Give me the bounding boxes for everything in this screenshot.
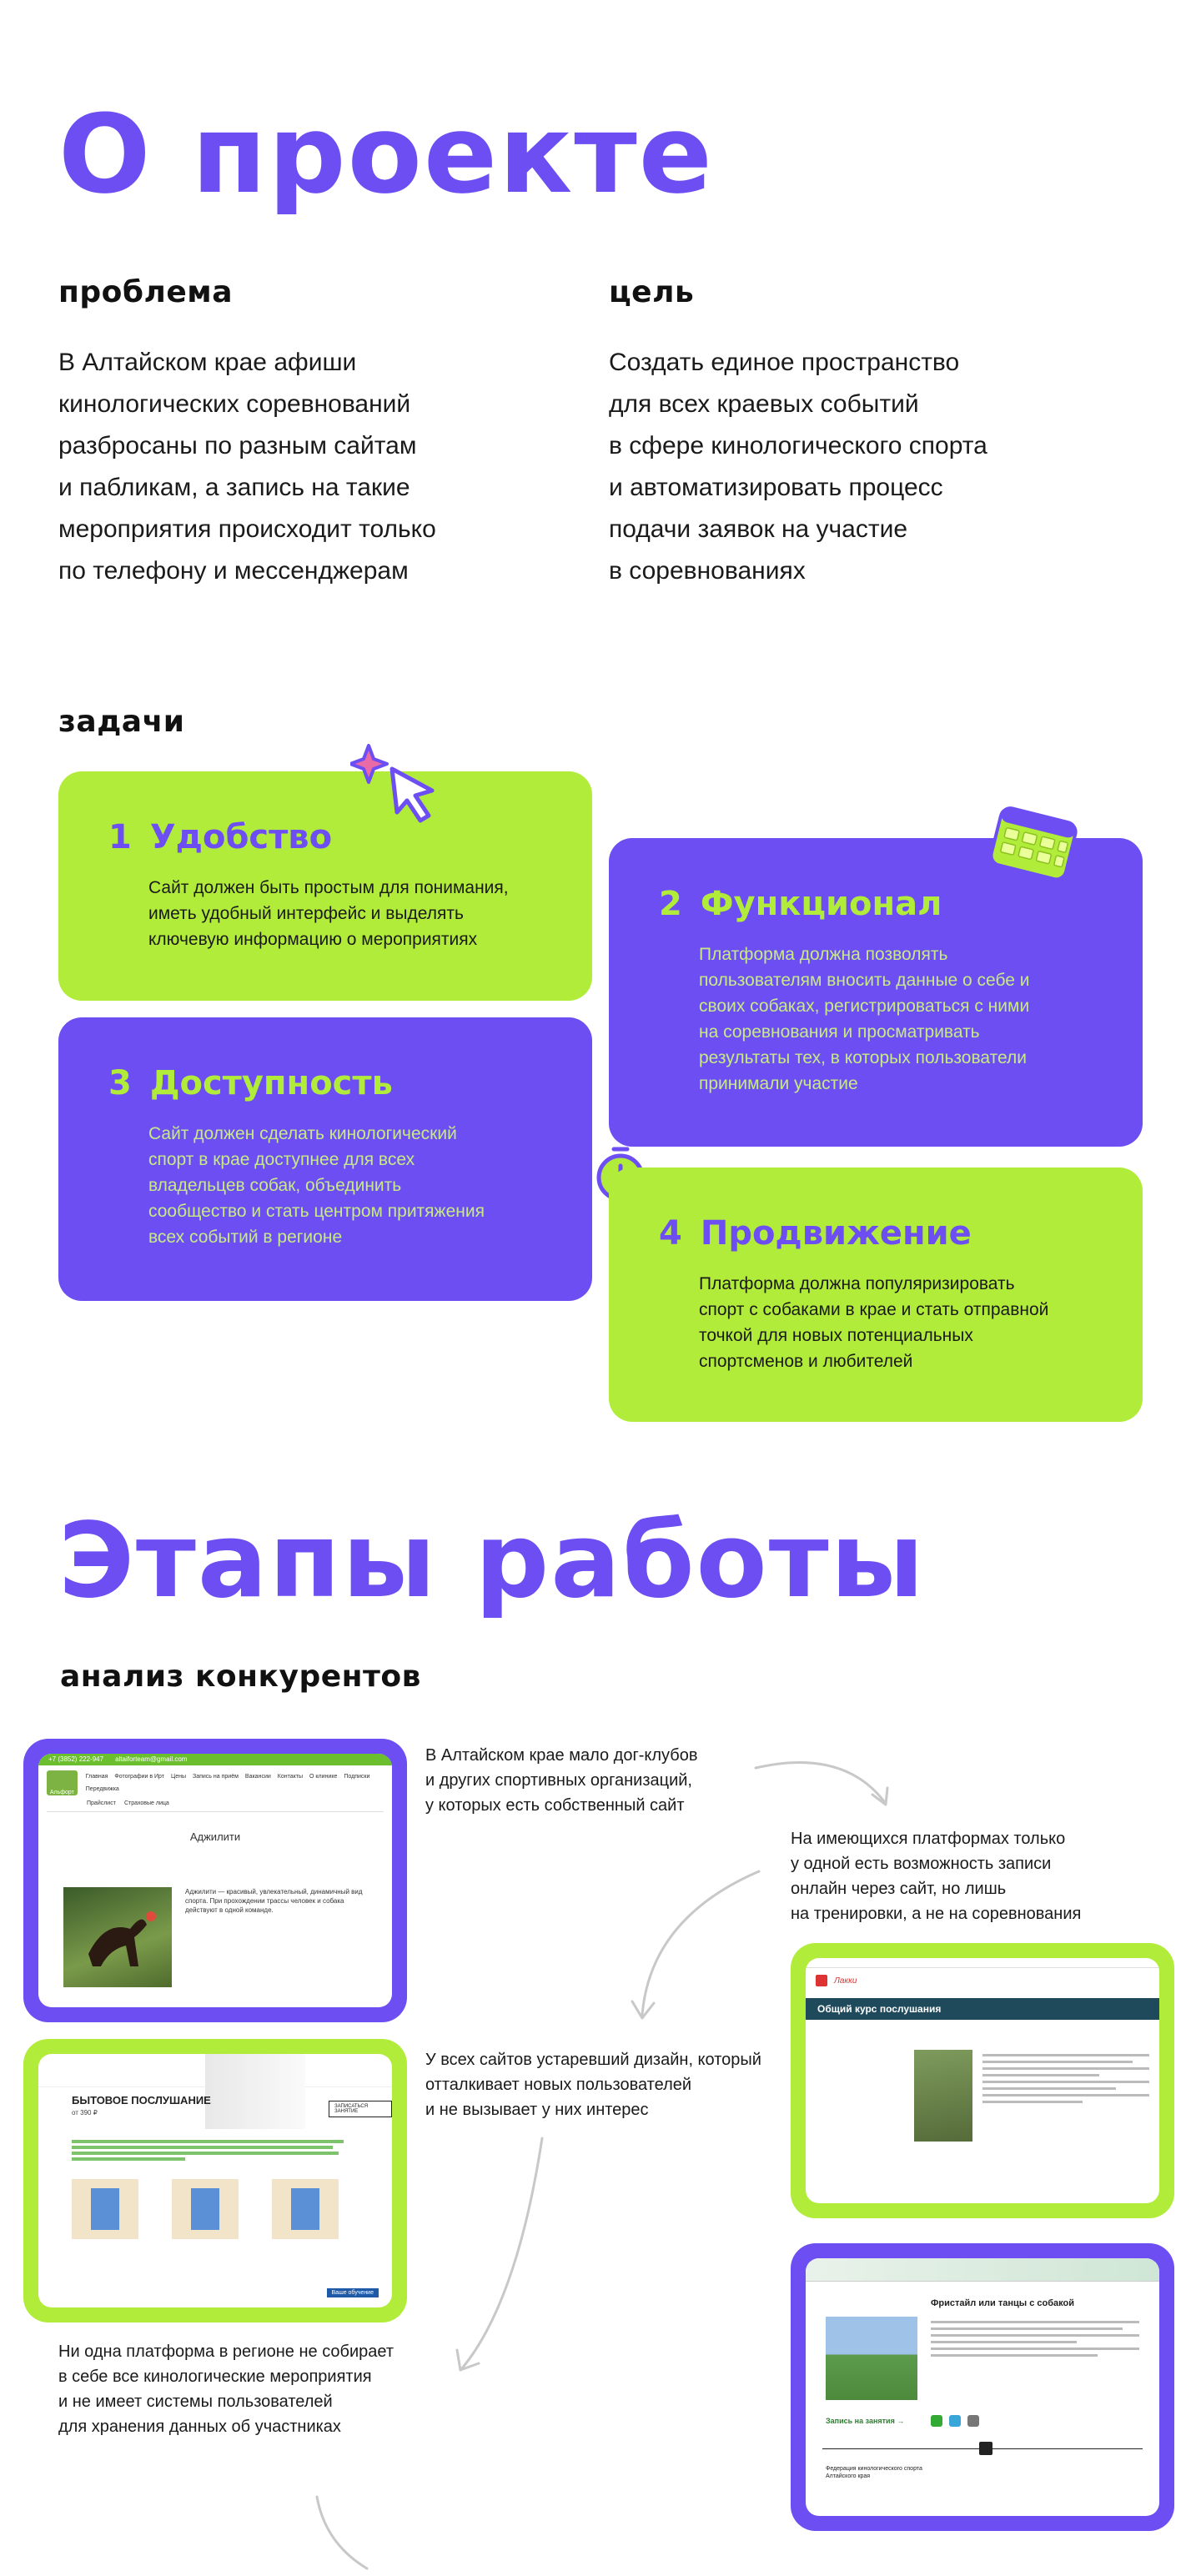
task-number: 4 <box>659 1214 682 1253</box>
site-nav-item: О клинике <box>309 1774 338 1780</box>
note-line: и не вызывает у них интерес <box>425 2101 649 2119</box>
product-image <box>172 2179 239 2239</box>
note-line: на тренировки, а не на соревнования <box>791 1905 1082 1923</box>
problem-line: кинологических соревнований <box>58 390 411 418</box>
site-nav-item: Запись на приём <box>192 1774 239 1780</box>
task-line: всех событий в регионе <box>148 1228 343 1247</box>
site-price: от 390 ₽ <box>72 2109 98 2117</box>
screenshot-page <box>806 1958 1159 2203</box>
problem-line: разбросаны по разным сайтам <box>58 432 417 459</box>
site-page-heading: Фристайл или танцы с собакой <box>931 2298 1074 2308</box>
task-number: 1 <box>108 818 132 856</box>
curved-arrow-icon <box>751 1751 901 1818</box>
site-footer-org: Федерация кинологического спорта Алтайского края <box>826 2466 922 2479</box>
problem-heading: проблема <box>58 275 234 309</box>
task-line: спорт в крае доступнее для всех <box>148 1150 415 1169</box>
goal-line: в соревнованиях <box>609 557 806 585</box>
task-name: Продвижение <box>700 1214 972 1253</box>
product-gallery <box>72 2179 339 2239</box>
site-subnav-item: Прайслист <box>87 1800 116 1806</box>
competitor-screenshot-course <box>791 1943 1174 2218</box>
site-nav <box>86 1774 384 1792</box>
problem-line: по телефону и мессенджерам <box>58 557 409 585</box>
goal-line: подачи заявок на участие <box>609 515 908 543</box>
site-logo <box>816 1975 827 1986</box>
task-line: иметь удобный интерфейс и выделять <box>148 904 464 923</box>
site-logo: Альфорт <box>47 1770 78 1795</box>
curved-arrow-icon <box>300 2493 400 2573</box>
task-description <box>659 1271 1093 1374</box>
task-line: своих собаках, регистрироваться с ними <box>699 997 1030 1016</box>
note-line: отталкивает новых пользователей <box>425 2076 692 2094</box>
task-description <box>108 1121 542 1250</box>
vk-icon[interactable] <box>967 2415 979 2427</box>
competitor-note-4 <box>58 2339 394 2439</box>
note-line: и других спортивных организаций, <box>425 1771 692 1790</box>
task-line: Платформа должна позволять <box>699 945 948 964</box>
competitor-note-3 <box>425 2047 761 2122</box>
site-page-heading: БЫТОВОЕ ПОСЛУШАНИЕ <box>72 2094 211 2106</box>
goal-heading: цель <box>609 275 695 309</box>
screenshot-page <box>38 2054 392 2307</box>
task-card-promotion <box>609 1167 1143 1422</box>
task-title <box>108 818 542 856</box>
site-phone: +7 (3852) 222-947 <box>48 1755 104 1763</box>
task-name: Удобство <box>149 818 333 856</box>
site-paragraph: Аджилити — красивый, увлекательный, динамичный вид спорта. При прохождении трассы человек и собака действуют в одной команде. <box>185 1888 363 1914</box>
task-line: спортсменов и любителей <box>699 1352 913 1371</box>
site-subnav <box>38 1800 392 1806</box>
site-topbar <box>38 1754 392 1765</box>
freestyle-photo <box>826 2317 917 2400</box>
site-nav-item: Вакансии <box>244 1774 271 1780</box>
site-header <box>806 1968 1159 1993</box>
competitor-screenshot-freestyle <box>791 2243 1174 2531</box>
product-image <box>272 2179 339 2239</box>
goal-line: Создать единое пространство <box>609 349 960 376</box>
about-title: О проекте <box>58 91 714 218</box>
problem-line: и пабликам, а запись на такие <box>58 474 410 501</box>
cursor-sparkle-icon <box>350 742 442 826</box>
agility-dog-photo <box>63 1887 172 1987</box>
site-nav-item: Контакты <box>277 1774 304 1780</box>
enroll-link[interactable]: Запись на занятия → <box>826 2417 905 2425</box>
task-title <box>659 885 1093 923</box>
task-name: Доступность <box>149 1064 393 1102</box>
task-line: Сайт должен быть простым для понимания, <box>148 878 509 897</box>
hero-image <box>205 2054 305 2129</box>
task-line: владельцев собак, объединить <box>148 1176 402 1195</box>
site-nav-item: Передвижка <box>85 1786 119 1792</box>
task-title <box>659 1214 1093 1253</box>
competitor-note-2 <box>791 1826 1081 1926</box>
note-line: На имеющихся платформах только <box>791 1830 1066 1848</box>
competitor-screenshot-agility <box>23 1739 407 2022</box>
curved-arrow-icon <box>450 2135 559 2377</box>
note-line: У всех сайтов устаревший дизайн, который <box>425 2051 761 2069</box>
problem-text <box>58 342 575 592</box>
product-image <box>72 2179 138 2239</box>
task-title <box>108 1064 542 1102</box>
note-line: Ни одна платформа в регионе не собирает <box>58 2343 394 2361</box>
note-line: в себе все кинологические мероприятия <box>58 2368 372 2386</box>
site-footer-badge: Ваше обучение <box>327 2288 379 2297</box>
task-card-convenience <box>58 771 592 1001</box>
task-line: принимали участие <box>699 1074 858 1093</box>
task-line: пользователям вносить данные о себе и <box>699 971 1030 990</box>
site-nav-item: Подписки <box>344 1774 370 1780</box>
task-line: сообщество и стать центром притяжения <box>148 1202 485 1221</box>
goal-line: и автоматизировать процесс <box>609 474 943 501</box>
problem-line: В Алтайском крае афиши <box>58 349 357 376</box>
calendar-icon <box>988 805 1080 884</box>
enroll-button[interactable]: ЗАПИСАТЬСЯ ЗАНЯТИЕ <box>329 2101 392 2117</box>
note-line: у которых есть собственный сайт <box>425 1796 685 1815</box>
site-subnav-item: Страховые лица <box>123 1800 169 1806</box>
task-line: спорт с собаками в крае и стать отправной <box>699 1300 1049 1319</box>
stages-title: Этапы работы <box>58 1501 926 1621</box>
task-card-accessibility <box>58 1017 592 1301</box>
telegram-icon[interactable] <box>949 2415 961 2427</box>
task-card-functionality <box>609 838 1143 1147</box>
note-line: онлайн через сайт, но лишь <box>791 1880 1007 1898</box>
task-description <box>659 942 1093 1097</box>
task-number: 3 <box>108 1064 132 1102</box>
problem-line: мероприятия происходит только <box>58 515 436 543</box>
social-icons <box>931 2415 979 2427</box>
task-line: ключевую информацию о мероприятиях <box>148 930 478 949</box>
task-description <box>108 875 542 952</box>
task-line: на соревнования и просматривать <box>699 1022 980 1042</box>
dog-silhouette-icon <box>63 1887 172 1987</box>
site-brand: Лакки <box>834 1976 857 1986</box>
site-header <box>806 2258 1159 2282</box>
screenshot-page <box>38 1754 392 2007</box>
note-line: В Алтайском крае мало дог-клубов <box>425 1746 698 1765</box>
competitor-note-1 <box>425 1743 697 1818</box>
note-line: для хранения данных об участниках <box>58 2418 341 2436</box>
note-line: у одной есть возможность записи <box>791 1855 1052 1873</box>
site-nav-item: Фотографии в Ирт <box>114 1774 165 1780</box>
scroll-up-icon[interactable] <box>979 2442 992 2455</box>
site-page-heading: Общий курс послушания <box>806 1998 1159 2020</box>
task-name: Функционал <box>700 885 942 923</box>
site-header <box>38 1765 392 1800</box>
goal-line: для всех краевых событий <box>609 390 919 418</box>
site-nav-item: Цены <box>171 1774 186 1780</box>
task-line: результаты тех, в которых пользователи <box>699 1048 1027 1067</box>
screenshot-page <box>806 2258 1159 2516</box>
tasks-heading: задачи <box>58 705 185 739</box>
course-photo <box>914 2050 972 2142</box>
task-line: Сайт должен сделать кинологический <box>148 1124 457 1143</box>
goal-line: в сфере кинологического спорта <box>609 432 987 459</box>
task-number: 2 <box>659 885 682 923</box>
competitor-screenshot-obedience <box>23 2039 407 2322</box>
goal-text <box>609 342 1126 592</box>
competitors-heading: анализ конкурентов <box>60 1660 421 1694</box>
note-line: и не имеет системы пользователей <box>58 2393 333 2411</box>
task-line: Платформа должна популяризировать <box>699 1274 1015 1293</box>
site-page-heading: Аджилити <box>189 1830 241 1843</box>
site-nav-item: Главная <box>85 1774 108 1780</box>
whatsapp-icon[interactable] <box>931 2415 942 2427</box>
site-email: altaiforteam@gmail.com <box>115 1755 188 1763</box>
task-line: точкой для новых потенциальных <box>699 1326 973 1345</box>
curved-arrow-icon <box>617 1868 767 2026</box>
